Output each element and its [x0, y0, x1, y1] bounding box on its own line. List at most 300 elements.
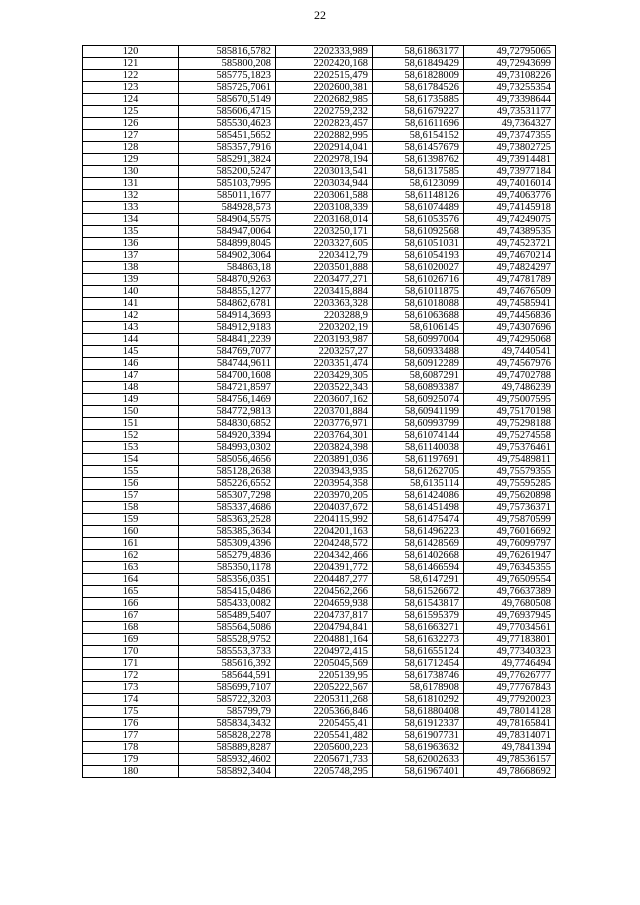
y-coordinate-cell: 2202759,232	[276, 106, 373, 118]
longitude-cell: 49,74567976	[464, 358, 556, 370]
point-number-cell: 160	[83, 526, 179, 538]
point-number-cell: 155	[83, 466, 179, 478]
x-coordinate-cell: 585337,4686	[179, 502, 276, 514]
x-coordinate-cell: 584830,6852	[179, 418, 276, 430]
longitude-cell: 49,72943699	[464, 58, 556, 70]
y-coordinate-cell: 2204562,266	[276, 586, 373, 598]
longitude-cell: 49,75298188	[464, 418, 556, 430]
longitude-cell: 49,75274558	[464, 430, 556, 442]
longitude-cell: 49,76509554	[464, 574, 556, 586]
point-number-cell: 159	[83, 514, 179, 526]
point-number-cell: 164	[83, 574, 179, 586]
x-coordinate-cell: 584899,8045	[179, 238, 276, 250]
point-number-cell: 166	[83, 598, 179, 610]
point-number-cell: 140	[83, 286, 179, 298]
latitude-cell: 58,61738746	[373, 670, 464, 682]
latitude-cell: 58,61398762	[373, 154, 464, 166]
table-row	[83, 190, 556, 202]
y-coordinate-cell: 2203257,27	[276, 346, 373, 358]
x-coordinate-cell: 585816,5782	[179, 46, 276, 58]
point-number-cell: 168	[83, 622, 179, 634]
point-number-cell: 135	[83, 226, 179, 238]
longitude-cell: 49,76345355	[464, 562, 556, 574]
y-coordinate-cell: 2204037,672	[276, 502, 373, 514]
longitude-cell: 49,77767843	[464, 682, 556, 694]
table-row	[83, 622, 556, 634]
latitude-cell: 58,61054193	[373, 250, 464, 262]
point-number-cell: 136	[83, 238, 179, 250]
y-coordinate-cell: 2203363,328	[276, 298, 373, 310]
x-coordinate-cell: 585357,7916	[179, 142, 276, 154]
y-coordinate-cell: 2205045,569	[276, 658, 373, 670]
table-row	[83, 466, 556, 478]
table-row	[83, 562, 556, 574]
y-coordinate-cell: 2203764,301	[276, 430, 373, 442]
table-row	[83, 766, 556, 778]
latitude-cell: 58,61074144	[373, 430, 464, 442]
latitude-cell: 58,61735885	[373, 94, 464, 106]
table-row	[83, 442, 556, 454]
point-number-cell: 120	[83, 46, 179, 58]
y-coordinate-cell: 2203776,971	[276, 418, 373, 430]
point-number-cell: 144	[83, 334, 179, 346]
y-coordinate-cell: 2203429,305	[276, 370, 373, 382]
longitude-cell: 49,75170198	[464, 406, 556, 418]
point-number-cell: 121	[83, 58, 179, 70]
y-coordinate-cell: 2203034,944	[276, 178, 373, 190]
latitude-cell: 58,61632273	[373, 634, 464, 646]
latitude-cell: 58,61051031	[373, 238, 464, 250]
y-coordinate-cell: 2204972,415	[276, 646, 373, 658]
point-number-cell: 142	[83, 310, 179, 322]
x-coordinate-cell: 584870,9263	[179, 274, 276, 286]
table-row	[83, 490, 556, 502]
x-coordinate-cell: 585350,1178	[179, 562, 276, 574]
table-row	[83, 658, 556, 670]
point-number-cell: 177	[83, 730, 179, 742]
x-coordinate-cell: 585128,2638	[179, 466, 276, 478]
point-number-cell: 151	[83, 418, 179, 430]
point-number-cell: 124	[83, 94, 179, 106]
latitude-cell: 58,61863177	[373, 46, 464, 58]
latitude-cell: 58,61020027	[373, 262, 464, 274]
table-row	[83, 418, 556, 430]
table-row	[83, 82, 556, 94]
latitude-cell: 58,61912337	[373, 718, 464, 730]
longitude-cell: 49,74295068	[464, 334, 556, 346]
longitude-cell: 49,74145918	[464, 202, 556, 214]
longitude-cell: 49,7746494	[464, 658, 556, 670]
coordinates-table	[82, 45, 556, 778]
y-coordinate-cell: 2204794,841	[276, 622, 373, 634]
longitude-cell: 49,74063776	[464, 190, 556, 202]
point-number-cell: 122	[83, 70, 179, 82]
y-coordinate-cell: 2203415,884	[276, 286, 373, 298]
latitude-cell: 58,61475474	[373, 514, 464, 526]
latitude-cell: 58,60933488	[373, 346, 464, 358]
latitude-cell: 58,61963632	[373, 742, 464, 754]
longitude-cell: 49,76099797	[464, 538, 556, 550]
point-number-cell: 172	[83, 670, 179, 682]
y-coordinate-cell: 2205748,295	[276, 766, 373, 778]
x-coordinate-cell: 585775,1823	[179, 70, 276, 82]
x-coordinate-cell: 584863,18	[179, 262, 276, 274]
longitude-cell: 49,74389535	[464, 226, 556, 238]
x-coordinate-cell: 585725,7061	[179, 82, 276, 94]
latitude-cell: 58,61262705	[373, 466, 464, 478]
latitude-cell: 58,6106145	[373, 322, 464, 334]
longitude-cell: 49,75579355	[464, 466, 556, 478]
point-number-cell: 137	[83, 250, 179, 262]
longitude-cell: 49,74585941	[464, 298, 556, 310]
longitude-cell: 49,78014128	[464, 706, 556, 718]
y-coordinate-cell: 2204659,938	[276, 598, 373, 610]
x-coordinate-cell: 585451,5652	[179, 130, 276, 142]
table-row	[83, 634, 556, 646]
table-row	[83, 286, 556, 298]
table-row	[83, 142, 556, 154]
latitude-cell: 58,6123099	[373, 178, 464, 190]
table-row	[83, 382, 556, 394]
longitude-cell: 49,76261947	[464, 550, 556, 562]
longitude-cell: 49,74702788	[464, 370, 556, 382]
table-row	[83, 706, 556, 718]
table-row	[83, 334, 556, 346]
longitude-cell: 49,77340323	[464, 646, 556, 658]
point-number-cell: 180	[83, 766, 179, 778]
longitude-cell: 49,77183801	[464, 634, 556, 646]
y-coordinate-cell: 2203501,888	[276, 262, 373, 274]
y-coordinate-cell: 2205671,733	[276, 754, 373, 766]
point-number-cell: 157	[83, 490, 179, 502]
page-number: 22	[314, 8, 326, 22]
x-coordinate-cell: 584862,6781	[179, 298, 276, 310]
point-number-cell: 130	[83, 166, 179, 178]
y-coordinate-cell: 2203288,9	[276, 310, 373, 322]
point-number-cell: 169	[83, 634, 179, 646]
y-coordinate-cell: 2202600,381	[276, 82, 373, 94]
x-coordinate-cell: 585200,5247	[179, 166, 276, 178]
y-coordinate-cell: 2203108,339	[276, 202, 373, 214]
y-coordinate-cell: 2202515,479	[276, 70, 373, 82]
latitude-cell: 58,61784526	[373, 82, 464, 94]
longitude-cell: 49,75376461	[464, 442, 556, 454]
table-row	[83, 346, 556, 358]
longitude-cell: 49,74016014	[464, 178, 556, 190]
longitude-cell: 49,74307696	[464, 322, 556, 334]
table-row	[83, 646, 556, 658]
y-coordinate-cell: 2203168,014	[276, 214, 373, 226]
latitude-cell: 58,6178908	[373, 682, 464, 694]
longitude-cell: 49,74781789	[464, 274, 556, 286]
y-coordinate-cell: 2203607,162	[276, 394, 373, 406]
y-coordinate-cell: 2204737,817	[276, 610, 373, 622]
y-coordinate-cell: 2203477,271	[276, 274, 373, 286]
table-row	[83, 478, 556, 490]
longitude-cell: 49,78165841	[464, 718, 556, 730]
point-number-cell: 131	[83, 178, 179, 190]
x-coordinate-cell: 584756,1469	[179, 394, 276, 406]
point-number-cell: 123	[83, 82, 179, 94]
table-row	[83, 154, 556, 166]
longitude-cell: 49,75595285	[464, 478, 556, 490]
latitude-cell: 58,61466594	[373, 562, 464, 574]
x-coordinate-cell: 585530,4623	[179, 118, 276, 130]
x-coordinate-cell: 584904,5575	[179, 214, 276, 226]
x-coordinate-cell: 584841,2239	[179, 334, 276, 346]
y-coordinate-cell: 2203061,588	[276, 190, 373, 202]
table-row	[83, 262, 556, 274]
latitude-cell: 58,61197691	[373, 454, 464, 466]
x-coordinate-cell: 585606,4715	[179, 106, 276, 118]
x-coordinate-cell: 585489,5407	[179, 610, 276, 622]
x-coordinate-cell: 584914,3693	[179, 310, 276, 322]
x-coordinate-cell: 584769,7077	[179, 346, 276, 358]
longitude-cell: 49,77034561	[464, 622, 556, 634]
latitude-cell: 58,61828009	[373, 70, 464, 82]
table-row	[83, 298, 556, 310]
x-coordinate-cell: 584902,3064	[179, 250, 276, 262]
y-coordinate-cell: 2203351,474	[276, 358, 373, 370]
latitude-cell: 58,61712454	[373, 658, 464, 670]
latitude-cell: 58,61907731	[373, 730, 464, 742]
latitude-cell: 58,61880408	[373, 706, 464, 718]
y-coordinate-cell: 2202882,995	[276, 130, 373, 142]
longitude-cell: 49,78536157	[464, 754, 556, 766]
point-number-cell: 173	[83, 682, 179, 694]
latitude-cell: 58,6087291	[373, 370, 464, 382]
table-row	[83, 370, 556, 382]
x-coordinate-cell: 585291,3824	[179, 154, 276, 166]
y-coordinate-cell: 2205222,567	[276, 682, 373, 694]
longitude-cell: 49,74670214	[464, 250, 556, 262]
point-number-cell: 127	[83, 130, 179, 142]
y-coordinate-cell: 2204201,163	[276, 526, 373, 538]
table-row	[83, 406, 556, 418]
x-coordinate-cell: 585279,4836	[179, 550, 276, 562]
latitude-cell: 58,60993799	[373, 418, 464, 430]
latitude-cell: 58,6154152	[373, 130, 464, 142]
y-coordinate-cell: 2205366,846	[276, 706, 373, 718]
point-number-cell: 133	[83, 202, 179, 214]
table-row	[83, 238, 556, 250]
latitude-cell: 58,60893387	[373, 382, 464, 394]
x-coordinate-cell: 584947,0064	[179, 226, 276, 238]
table-row	[83, 94, 556, 106]
y-coordinate-cell: 2204881,164	[276, 634, 373, 646]
point-number-cell: 154	[83, 454, 179, 466]
table-row	[83, 694, 556, 706]
table-row	[83, 274, 556, 286]
x-coordinate-cell: 584700,1608	[179, 370, 276, 382]
latitude-cell: 58,61543817	[373, 598, 464, 610]
longitude-cell: 49,75007595	[464, 394, 556, 406]
x-coordinate-cell: 585226,6552	[179, 478, 276, 490]
y-coordinate-cell: 2202333,989	[276, 46, 373, 58]
table-row	[83, 550, 556, 562]
y-coordinate-cell: 2203943,935	[276, 466, 373, 478]
table-row	[83, 214, 556, 226]
point-number-cell: 156	[83, 478, 179, 490]
x-coordinate-cell: 584920,3394	[179, 430, 276, 442]
longitude-cell: 49,74523721	[464, 238, 556, 250]
table-row	[83, 574, 556, 586]
y-coordinate-cell: 2204342,466	[276, 550, 373, 562]
table-row	[83, 202, 556, 214]
table-row	[83, 718, 556, 730]
latitude-cell: 58,6147291	[373, 574, 464, 586]
x-coordinate-cell: 585828,2278	[179, 730, 276, 742]
latitude-cell: 58,60997004	[373, 334, 464, 346]
latitude-cell: 58,61967401	[373, 766, 464, 778]
x-coordinate-cell: 585889,8287	[179, 742, 276, 754]
y-coordinate-cell: 2203954,358	[276, 478, 373, 490]
longitude-cell: 49,72795065	[464, 46, 556, 58]
point-number-cell: 141	[83, 298, 179, 310]
y-coordinate-cell: 2202914,041	[276, 142, 373, 154]
table-row	[83, 586, 556, 598]
table-row	[83, 742, 556, 754]
x-coordinate-cell: 585528,9752	[179, 634, 276, 646]
y-coordinate-cell: 2203193,987	[276, 334, 373, 346]
latitude-cell: 58,61140038	[373, 442, 464, 454]
y-coordinate-cell: 2204115,992	[276, 514, 373, 526]
x-coordinate-cell: 585385,3634	[179, 526, 276, 538]
longitude-cell: 49,78314071	[464, 730, 556, 742]
point-number-cell: 178	[83, 742, 179, 754]
point-number-cell: 143	[83, 322, 179, 334]
x-coordinate-cell: 585834,3432	[179, 718, 276, 730]
latitude-cell: 58,61810292	[373, 694, 464, 706]
longitude-cell: 49,75489811	[464, 454, 556, 466]
longitude-cell: 49,75736371	[464, 502, 556, 514]
point-number-cell: 167	[83, 610, 179, 622]
x-coordinate-cell: 585356,0351	[179, 574, 276, 586]
x-coordinate-cell: 585670,5149	[179, 94, 276, 106]
longitude-cell: 49,74676509	[464, 286, 556, 298]
y-coordinate-cell: 2204487,277	[276, 574, 373, 586]
latitude-cell: 58,61092568	[373, 226, 464, 238]
table-row	[83, 598, 556, 610]
x-coordinate-cell: 585644,591	[179, 670, 276, 682]
latitude-cell: 58,61026716	[373, 274, 464, 286]
longitude-cell: 49,7680508	[464, 598, 556, 610]
latitude-cell: 58,61496223	[373, 526, 464, 538]
x-coordinate-cell: 584721,8597	[179, 382, 276, 394]
point-number-cell: 152	[83, 430, 179, 442]
x-coordinate-cell: 585800,208	[179, 58, 276, 70]
x-coordinate-cell: 585363,2528	[179, 514, 276, 526]
point-number-cell: 158	[83, 502, 179, 514]
x-coordinate-cell: 584912,9183	[179, 322, 276, 334]
table-row	[83, 730, 556, 742]
y-coordinate-cell: 2203522,343	[276, 382, 373, 394]
table-row	[83, 682, 556, 694]
latitude-cell: 58,61849429	[373, 58, 464, 70]
point-number-cell: 153	[83, 442, 179, 454]
longitude-cell: 49,74456836	[464, 310, 556, 322]
longitude-cell: 49,74824297	[464, 262, 556, 274]
latitude-cell: 58,61063688	[373, 310, 464, 322]
latitude-cell: 58,61424086	[373, 490, 464, 502]
y-coordinate-cell: 2204248,572	[276, 538, 373, 550]
y-coordinate-cell: 2203202,19	[276, 322, 373, 334]
x-coordinate-cell: 585616,392	[179, 658, 276, 670]
point-number-cell: 148	[83, 382, 179, 394]
latitude-cell: 58,61451498	[373, 502, 464, 514]
latitude-cell: 58,60925074	[373, 394, 464, 406]
x-coordinate-cell: 584928,573	[179, 202, 276, 214]
y-coordinate-cell: 2203824,398	[276, 442, 373, 454]
x-coordinate-cell: 584993,0302	[179, 442, 276, 454]
x-coordinate-cell: 585699,7107	[179, 682, 276, 694]
longitude-cell: 49,73802725	[464, 142, 556, 154]
table-row	[83, 130, 556, 142]
table-row	[83, 430, 556, 442]
x-coordinate-cell: 585103,7995	[179, 178, 276, 190]
x-coordinate-cell: 585553,3733	[179, 646, 276, 658]
x-coordinate-cell: 585799,79	[179, 706, 276, 718]
x-coordinate-cell: 585433,0082	[179, 598, 276, 610]
y-coordinate-cell: 2202823,457	[276, 118, 373, 130]
y-coordinate-cell: 2205455,41	[276, 718, 373, 730]
y-coordinate-cell: 2205600,223	[276, 742, 373, 754]
point-number-cell: 176	[83, 718, 179, 730]
y-coordinate-cell: 2203013,541	[276, 166, 373, 178]
latitude-cell: 58,61018088	[373, 298, 464, 310]
point-number-cell: 147	[83, 370, 179, 382]
longitude-cell: 49,76937945	[464, 610, 556, 622]
x-coordinate-cell: 585056,4656	[179, 454, 276, 466]
table-row	[83, 322, 556, 334]
latitude-cell: 58,61074489	[373, 202, 464, 214]
point-number-cell: 146	[83, 358, 179, 370]
longitude-cell: 49,73108226	[464, 70, 556, 82]
latitude-cell: 58,61053576	[373, 214, 464, 226]
table-row	[83, 538, 556, 550]
table-row	[83, 526, 556, 538]
y-coordinate-cell: 2203327,605	[276, 238, 373, 250]
latitude-cell: 58,61011875	[373, 286, 464, 298]
longitude-cell: 49,77626777	[464, 670, 556, 682]
y-coordinate-cell: 2203891,036	[276, 454, 373, 466]
table-row	[83, 454, 556, 466]
longitude-cell: 49,75620898	[464, 490, 556, 502]
table-row	[83, 106, 556, 118]
point-number-cell: 138	[83, 262, 179, 274]
y-coordinate-cell: 2202420,168	[276, 58, 373, 70]
latitude-cell: 58,61457679	[373, 142, 464, 154]
table-row	[83, 358, 556, 370]
latitude-cell: 58,61655124	[373, 646, 464, 658]
y-coordinate-cell: 2202682,985	[276, 94, 373, 106]
y-coordinate-cell: 2205541,482	[276, 730, 373, 742]
table-row	[83, 670, 556, 682]
table-row	[83, 514, 556, 526]
y-coordinate-cell: 2203970,205	[276, 490, 373, 502]
x-coordinate-cell: 585564,5086	[179, 622, 276, 634]
y-coordinate-cell: 2205139,95	[276, 670, 373, 682]
point-number-cell: 150	[83, 406, 179, 418]
longitude-cell: 49,7486239	[464, 382, 556, 394]
longitude-cell: 49,73398644	[464, 94, 556, 106]
longitude-cell: 49,7841394	[464, 742, 556, 754]
longitude-cell: 49,75870599	[464, 514, 556, 526]
latitude-cell: 58,61402668	[373, 550, 464, 562]
longitude-cell: 49,7364327	[464, 118, 556, 130]
latitude-cell: 58,61679227	[373, 106, 464, 118]
point-number-cell: 125	[83, 106, 179, 118]
